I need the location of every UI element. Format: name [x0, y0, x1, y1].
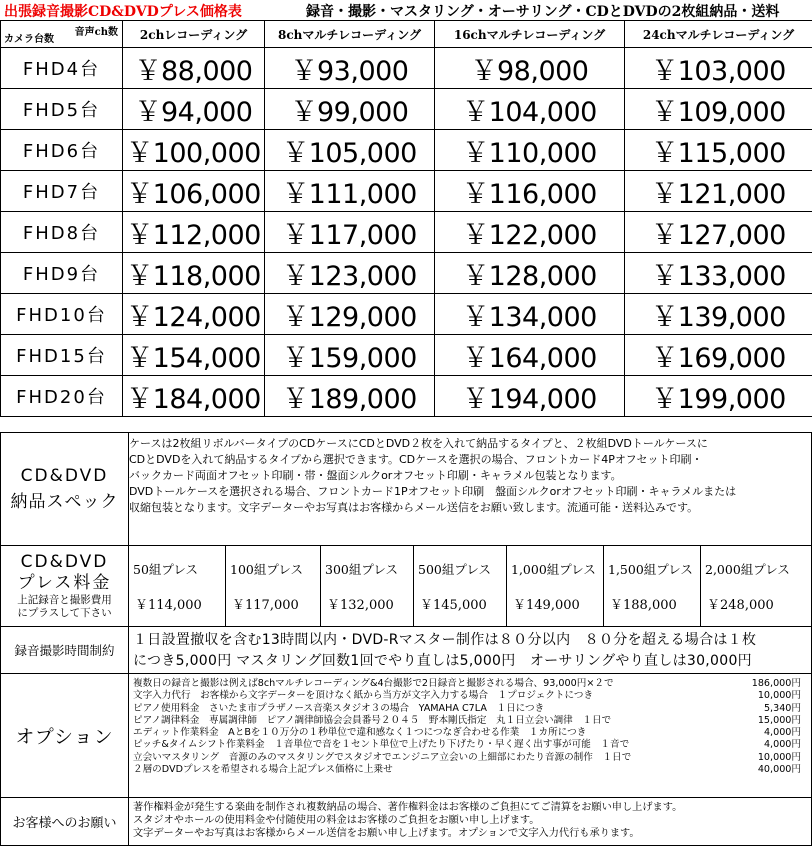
- option-text: 複数日の録音と撮影は例えば8chマルチレコーディング&4台撮影で2日録音と撮影される場合、93,000円×２で: [133, 678, 614, 689]
- col-header-24ch: 24chマルチレコーディング: [625, 21, 812, 48]
- request-line: 文字データーやお写真はお客様からメール送信をお願い申し上げます。オプションで文字入力代行も承ります。: [133, 828, 640, 839]
- press-item: [226, 546, 321, 626]
- table-row: [1, 212, 812, 253]
- price-cell: ￥123,000: [265, 253, 435, 294]
- price-cell: ￥128,000: [435, 253, 625, 294]
- price-cell: ￥105,000: [265, 130, 435, 171]
- press-price: ￥132,000: [327, 598, 394, 613]
- title-left: 出張録音撮影CD&DVDプレス価格表: [4, 4, 242, 20]
- cd-spec-line: CDとDVDを入れて納品するタイプから選択できます。CDケースを選択の場合、フロントカード4Pオフセット印刷・: [129, 453, 703, 466]
- price-cell: ￥98,000: [435, 48, 625, 89]
- list-item: [133, 715, 801, 727]
- price-cell: ￥122,000: [435, 212, 625, 253]
- audio-ch-label: 音声ch数: [74, 27, 118, 38]
- press-label: [1, 546, 129, 626]
- cd-spec-text: [129, 436, 805, 516]
- price-cell: ￥159,000: [265, 335, 435, 376]
- time-limit-line: につき5,000円 マスタリング回数1回でやり直しは5,000円 オーサリングやり直しは30,000円: [133, 653, 752, 669]
- table-row: [1, 130, 812, 171]
- press-qty: 50組プレス: [133, 562, 199, 577]
- price-cell: ￥104,000: [435, 89, 625, 130]
- header-row: [1, 21, 812, 48]
- price-cell: ￥139,000: [625, 294, 812, 335]
- press-label-line2: プレス料金: [17, 573, 112, 593]
- press-item: [321, 546, 414, 626]
- option-text: ２層のDVDプレスを希望される場合上記プレス価格に上乗せ: [133, 764, 393, 776]
- list-item: [133, 764, 801, 776]
- request-line: スタジオやホールの使用料金や付随使用の料金はお客様のご負担をお願い申し上げます。: [133, 815, 540, 826]
- list-item: [133, 739, 801, 751]
- price-table: [0, 20, 812, 417]
- price-cell: ￥169,000: [625, 335, 812, 376]
- option-text: エディット作業料金 AとBを１０万分の１秒単位で違和感なく１つにつなぎ合わせる作業 １カ所につき: [133, 727, 587, 739]
- press-price: ￥114,000: [135, 598, 202, 613]
- row-label: FHD8台: [1, 212, 123, 253]
- price-cell: ￥194,000: [435, 376, 625, 417]
- press-item: [414, 546, 507, 626]
- cd-spec-line: ケースは2枚組リボルバータイプのCDケースにCDとDVD２枚を入れて納品するタイプと、２枚組DVDトールケースに: [129, 437, 708, 450]
- option-text: 文字入力代行 お客様から文字データーを頂けなく紙から当方が文字入力する場合 １プロジェクトにつき: [133, 690, 594, 702]
- cd-spec-line: DVDトールケースを選択される場合、フロントカード1Pオフセット印刷 盤面シルクorオフセット印刷・キャラメルまたは: [129, 485, 737, 498]
- press-qty: 300組プレス: [325, 562, 398, 577]
- press-price: ￥248,000: [707, 598, 774, 613]
- price-cell: ￥117,000: [265, 212, 435, 253]
- price-cell: ￥134,000: [435, 294, 625, 335]
- press-note-line2: にプラスして下さい: [17, 607, 112, 619]
- row-label: FHD20台: [1, 376, 123, 417]
- price-cell: ￥115,000: [625, 130, 812, 171]
- price-cell: ￥99,000: [265, 89, 435, 130]
- option-price: 4,000円: [763, 727, 801, 739]
- price-cell: ￥110,000: [435, 130, 625, 171]
- price-cell: ￥199,000: [625, 376, 812, 417]
- requests-text: [133, 801, 805, 840]
- option-price: 10,000円: [757, 690, 801, 702]
- table-row: [1, 253, 812, 294]
- price-cell: ￥103,000: [625, 48, 812, 89]
- col-header-2ch: 2chレコーディング: [123, 21, 265, 48]
- option-text: ピアノ調律料金 専属調律師 ピアノ調律師協会会員番号２０４５ 野本剛氏指定 丸１日立会い調律 １日で: [133, 714, 612, 726]
- press-price: ￥117,000: [232, 598, 299, 613]
- list-item: [133, 678, 801, 690]
- press-section: [0, 545, 812, 627]
- price-cell: ￥129,000: [265, 294, 435, 335]
- press-price: ￥188,000: [610, 598, 677, 613]
- options-label: オプション: [15, 726, 114, 748]
- price-cell: ￥116,000: [435, 171, 625, 212]
- press-grid: [129, 546, 811, 626]
- options-section: [0, 673, 812, 798]
- press-item: [129, 546, 226, 626]
- price-cell: ￥184,000: [123, 376, 265, 417]
- time-limit-text: [133, 630, 805, 672]
- price-cell: ￥154,000: [123, 335, 265, 376]
- price-cell: ￥106,000: [123, 171, 265, 212]
- cd-spec-label-line1: CD&DVD: [20, 466, 109, 486]
- price-cell: ￥109,000: [625, 89, 812, 130]
- row-label: FHD7台: [1, 171, 123, 212]
- press-item: [604, 546, 701, 626]
- option-price: 4,000円: [763, 739, 801, 751]
- press-qty: 1,500組プレス: [608, 562, 693, 577]
- option-price: 10,000円: [757, 751, 801, 763]
- press-price: ￥145,000: [420, 598, 487, 613]
- price-cell: ￥121,000: [625, 171, 812, 212]
- option-price: 40,000円: [757, 764, 801, 776]
- press-qty: 2,000組プレス: [705, 562, 790, 577]
- option-price: 15,000円: [757, 714, 801, 726]
- page-title: [0, 0, 812, 20]
- price-cell: ￥111,000: [265, 171, 435, 212]
- price-cell: ￥189,000: [265, 376, 435, 417]
- row-label: FHD15台: [1, 335, 123, 376]
- requests-section: [0, 797, 812, 846]
- option-text: ピッチ&タイムシフト作業料金 １音単位で音を１セント単位で上げたり下げたり・早く遅く出す事が可能 １音で: [133, 739, 630, 751]
- requests-label-cell: [1, 798, 129, 845]
- price-cell: ￥100,000: [123, 130, 265, 171]
- row-label: FHD6台: [1, 130, 123, 171]
- table-row: [1, 294, 812, 335]
- price-cell: ￥127,000: [625, 212, 812, 253]
- cd-spec-line: バックカード両面オフセット印刷・帯・盤面シルクorオフセット印刷・キャラメル包装となります。: [129, 469, 622, 482]
- options-label-cell: [1, 674, 129, 797]
- table-row: [1, 335, 812, 376]
- price-cell: ￥93,000: [265, 48, 435, 89]
- list-item: [133, 752, 801, 764]
- price-cell: ￥118,000: [123, 253, 265, 294]
- price-cell: ￥88,000: [123, 48, 265, 89]
- cd-spec-label: [1, 433, 129, 545]
- press-label-line1: CD&DVD: [20, 552, 109, 572]
- press-item: [507, 546, 604, 626]
- table-row: [1, 48, 812, 89]
- price-cell: ￥112,000: [123, 212, 265, 253]
- row-label: FHD9台: [1, 253, 123, 294]
- price-cell: ￥124,000: [123, 294, 265, 335]
- press-qty: 1,000組プレス: [511, 562, 596, 577]
- price-cell: ￥133,000: [625, 253, 812, 294]
- title-right: 録音・撮影・マスタリング・オーサリング・CDとDVDの2枚組納品・送料: [306, 4, 780, 20]
- option-price: 5,340円: [763, 702, 801, 714]
- row-label: FHD10台: [1, 294, 123, 335]
- request-line: 著作権料金が発生する楽曲を制作され複数納品の場合、著作権料金はお客様のご負担にてご清算をお願い申し上げます。: [133, 802, 683, 813]
- press-price: ￥149,000: [513, 598, 580, 613]
- row-label: FHD5台: [1, 89, 123, 130]
- requests-label: お客様へのお願い: [12, 816, 117, 831]
- table-row: [1, 171, 812, 212]
- cd-spec-line: 収縮包装となります。文字データーやお写真はお客様からメール送信をお願い致します。流通可能・送料込みです。: [129, 501, 699, 514]
- price-cell: ￥94,000: [123, 89, 265, 130]
- camera-count-label: カメラ台数: [4, 34, 54, 45]
- option-text: ピアノ使用料金 さいたま市プラザノース音楽スタジオ３の場合 YAMAHA C7LA １日につき: [133, 702, 545, 714]
- cd-spec-label-line2: 納品スペック: [10, 492, 119, 512]
- time-limit-line: １日設置撤収を含む13時間以内・DVD-Rマスター制作は８０分以内 ８０分を超える場合は１枚: [133, 632, 757, 648]
- table-row: [1, 376, 812, 417]
- press-qty: 100組プレス: [230, 562, 303, 577]
- col-header-8ch: 8chマルチレコーディング: [265, 21, 435, 48]
- row-label: FHD4台: [1, 48, 123, 89]
- option-text: 立会いマスタリング 音源のみのマスタリングでスタジオでエンジニア立会いの上細部にわたり音源の制作 １日で: [133, 751, 632, 763]
- list-item: [133, 703, 801, 715]
- time-limit-section: [0, 626, 812, 674]
- cd-spec-section: [0, 432, 812, 546]
- options-list: [133, 678, 801, 776]
- list-item: [133, 690, 801, 702]
- table-row: [1, 89, 812, 130]
- corner-cell: [1, 21, 123, 48]
- time-limit-label: 録音撮影時間制約: [14, 643, 115, 658]
- list-item: [133, 727, 801, 739]
- press-item: [701, 546, 811, 626]
- time-limit-label-cell: [1, 627, 129, 673]
- col-header-16ch: 16chマルチレコーディング: [435, 21, 625, 48]
- price-cell: ￥164,000: [435, 335, 625, 376]
- press-note-line1: 上記録音と撮影費用: [17, 594, 112, 606]
- press-qty: 500組プレス: [418, 562, 491, 577]
- option-price: 186,000円: [751, 678, 801, 689]
